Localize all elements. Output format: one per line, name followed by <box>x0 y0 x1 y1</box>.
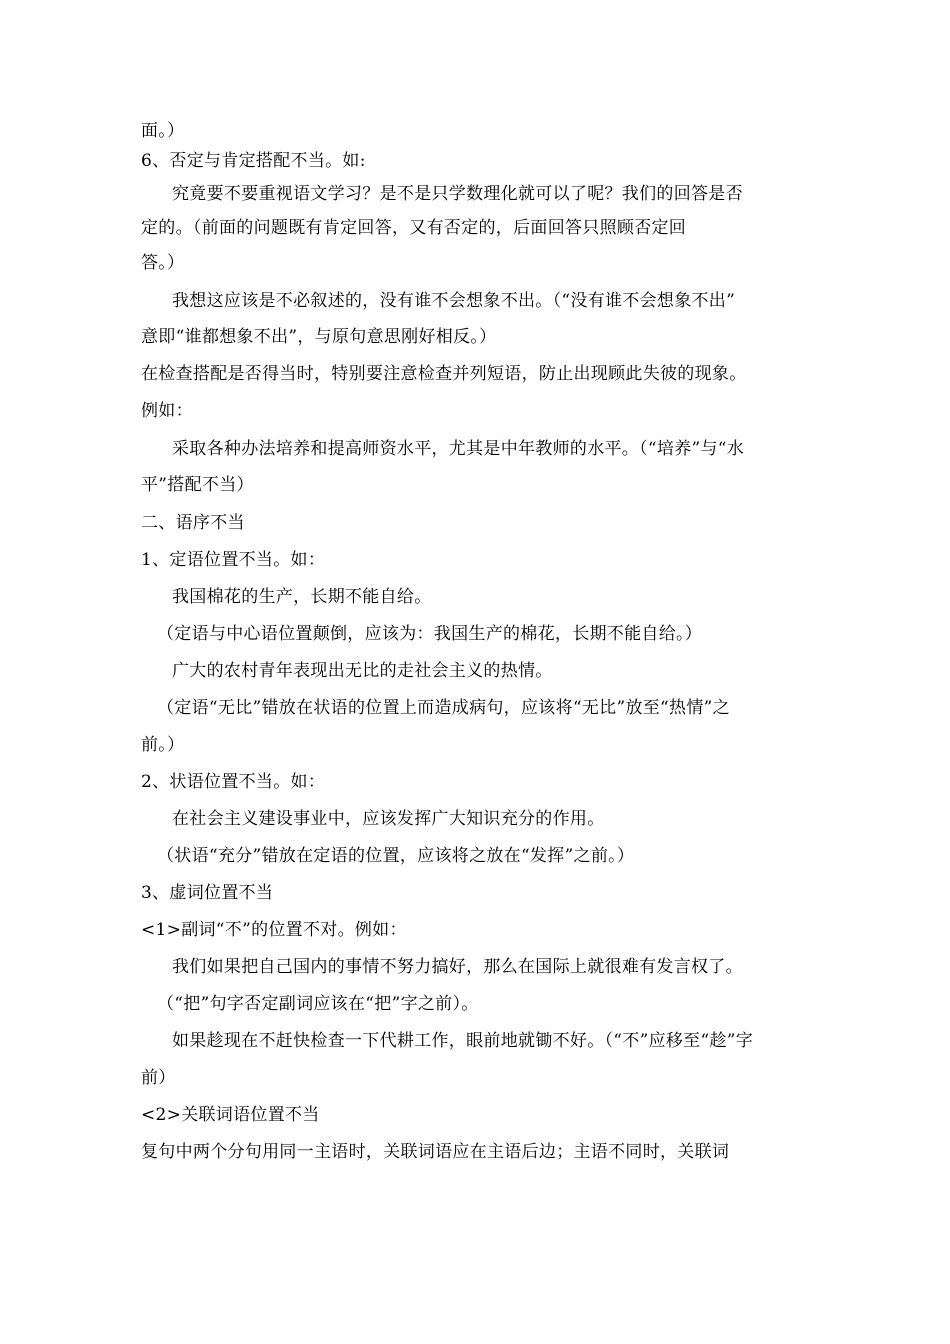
text-line: 前） <box>141 1068 176 1088</box>
subsection-heading: 3、虚词位置不当 <box>141 883 274 903</box>
explanation-line: （定语与中心语位置颠倒，应该为：我国生产的棉花，长期不能自给。） <box>157 624 703 644</box>
example-sentence: 我想这应该是不必叙述的，没有谁不会想象不出。（“没有谁不会想象不出” <box>172 291 736 311</box>
text-line: 前。） <box>141 735 185 755</box>
section-heading: 二、语序不当 <box>141 513 245 533</box>
text-line: 意即“谁都想象不出”，与原句意思刚好相反。） <box>141 327 497 347</box>
subsection-heading: 2、状语位置不当。如： <box>141 772 326 792</box>
subsection-heading: <1>副词“不”的位置不对。例如： <box>141 920 407 940</box>
example-sentence: 采取各种办法培养和提高师资水平，尤其是中年教师的水平。（“培养”与“水 <box>172 439 745 459</box>
example-sentence: 广大的农村青年表现出无比的走社会主义的热情。 <box>172 661 553 681</box>
text-line: 答。） <box>141 253 185 273</box>
example-sentence: 如果趁现在不赶快检查一下代耕工作，眼前地就锄不好。（“不”应移至“趁”字 <box>172 1031 754 1051</box>
subsection-heading: <2>关联词语位置不当 <box>141 1105 320 1125</box>
text-line: 在检查搭配是否得当时，特别要注意检查并列短语，防止出现顾此失彼的现象。 <box>141 364 747 384</box>
text-line: 面。） <box>141 121 185 141</box>
subsection-heading: 1、定语位置不当。如： <box>141 550 326 570</box>
example-sentence: 究竟要不要重视语文学习？是不是只学数理化就可以了呢？我们的回答是否 <box>172 184 743 204</box>
text-line: 例如： <box>141 401 193 421</box>
explanation-line: （“把”句字否定副词应该在“把”字之前）。 <box>157 994 479 1014</box>
text-line: 平”搭配不当） <box>141 475 254 495</box>
example-sentence: 我国棉花的生产，长期不能自给。 <box>172 587 432 607</box>
explanation-line: （定语“无比”错放在状语的位置上而造成病句，应该将“无比”放至“热情”之 <box>157 698 730 718</box>
text-line: 复句中两个分句用同一主语时，关联词语应在主语后边；主语不同时，关联词 <box>141 1142 730 1162</box>
text-line: 定的。（前面的问题既有肯定回答，又有否定的，后面回答只照顾否定回 <box>141 218 687 238</box>
example-sentence: 在社会主义建设事业中，应该发挥广大知识充分的作用。 <box>172 809 605 829</box>
section-heading: 6、否定与肯定搭配不当。如: <box>141 151 366 171</box>
explanation-line: （状语“充分”错放在定语的位置，应该将之放在“发挥”之前。） <box>157 846 635 866</box>
example-sentence: 我们如果把自己国内的事情不努力搞好，那么在国际上就很难有发言权了。 <box>172 957 743 977</box>
